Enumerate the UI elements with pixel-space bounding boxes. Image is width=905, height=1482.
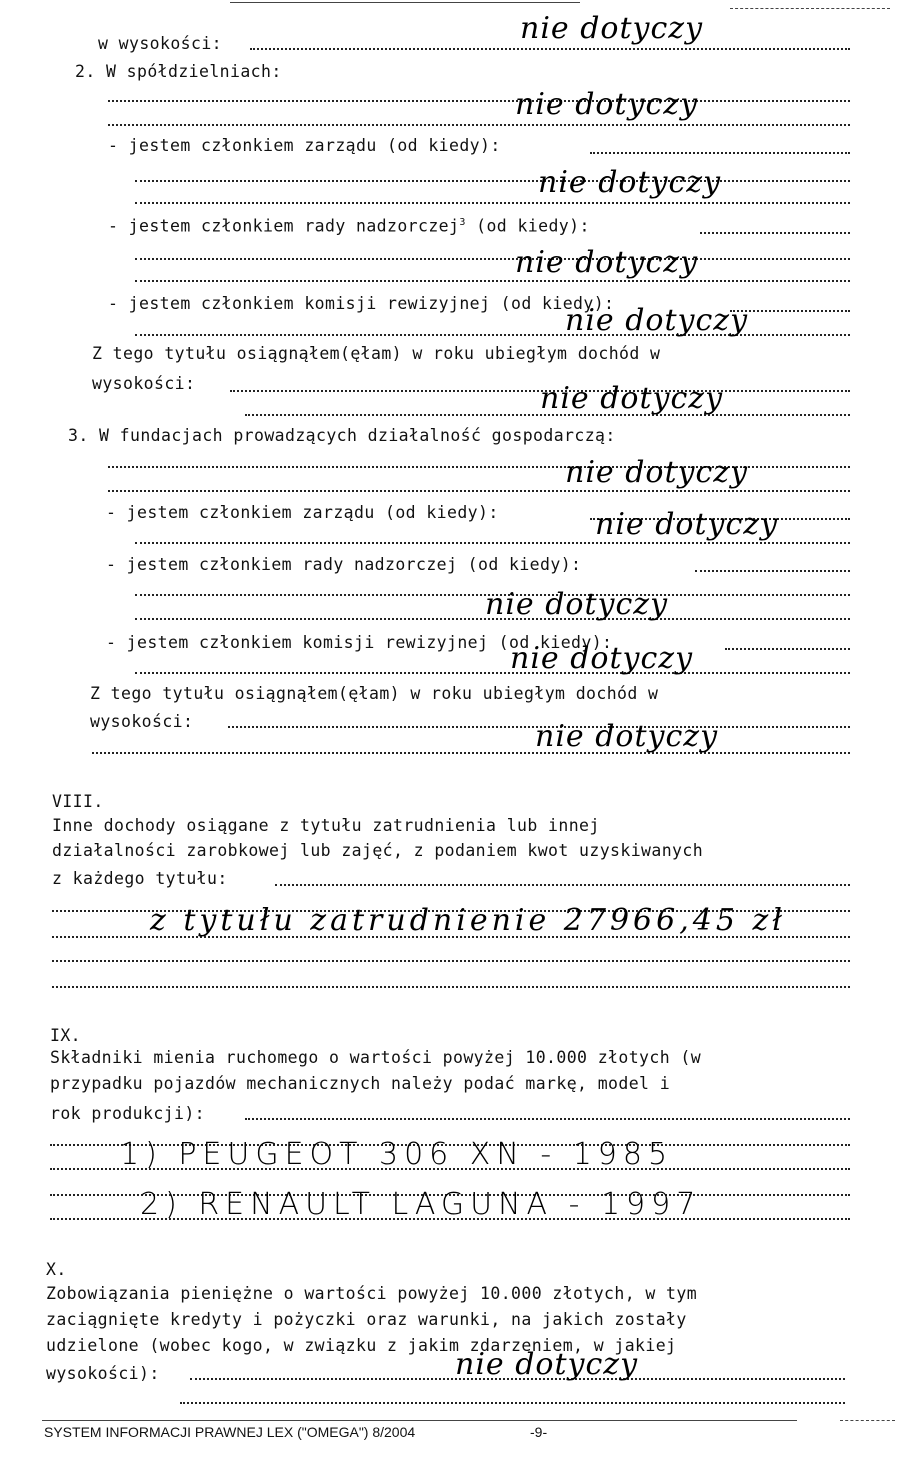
label-text: - jestem członkiem rady nadzorczej [108, 216, 460, 236]
handwritten-nie-dotyczy: nie dotyczy [595, 507, 779, 542]
label-wysokosci-2: wysokości: [90, 712, 194, 731]
section-x-number: X. [46, 1260, 67, 1279]
section-x-line-1: Zobowiązania pieniężne o wartości powyżej 10.000 złotych, w tym [46, 1284, 698, 1303]
dotted-line [108, 124, 850, 126]
label-wysokosci-1: wysokości: [92, 374, 196, 393]
handwritten-nie-dotyczy: nie dotyczy [485, 587, 669, 622]
handwritten-income: z tytułu zatrudnienie 27966,45 zł [150, 903, 787, 938]
dotted-line [135, 258, 850, 260]
section-x-line-4: wysokości): [46, 1364, 160, 1383]
section-ix-line-2: przypadku pojazdów mechanicznych należy podać markę, model i [50, 1074, 671, 1093]
label-komisja-rewizyjna-2: - jestem członkiem komisji rewizyjnej (od kiedy): [106, 633, 613, 652]
handwritten-vehicle-1: 1) PEUGEOT 306 XN - 1985 [120, 1137, 674, 1172]
handwritten-nie-dotyczy: nie dotyczy [515, 245, 699, 280]
label-komisja-rewizyjna-1: - jestem członkiem komisji rewizyjnej (od kiedy): [108, 294, 615, 313]
dotted-line [275, 884, 850, 886]
handwritten-nie-dotyczy: nie dotyczy [540, 381, 724, 416]
dotted-line [108, 490, 850, 492]
handwritten-nie-dotyczy: nie dotyczy [565, 303, 749, 338]
label-z-tego-tytulu-1: Z tego tytułu osiągnąłem(ęłam) w roku ubiegłym dochód w [92, 344, 661, 363]
section-viii-number: VIII. [52, 792, 104, 811]
section-viii-line-1: Inne dochody osiągane z tytułu zatrudnienia lub innej [52, 816, 600, 835]
label-fundacje: 3. W fundacjach prowadzących działalność gospodarczą: [68, 426, 616, 445]
dotted-line [135, 542, 850, 544]
dotted-line [108, 100, 850, 102]
footer-rule [42, 1420, 797, 1421]
section-viii-line-2: działalności zarobkowej lub zajęć, z podaniem kwot uzyskiwanych [52, 841, 704, 860]
label-text: (od kiedy): [476, 216, 590, 236]
dotted-line [135, 180, 850, 182]
section-x-line-3: udzielone (wobec kogo, w związku z jakim zdarzeniem, w jakiej [46, 1336, 677, 1355]
top-rule-right [730, 8, 890, 9]
top-rule-left [230, 2, 580, 3]
label-czlonek-zarzadu-1: - jestem członkiem zarządu (od kiedy): [108, 136, 501, 155]
handwritten-nie-dotyczy: nie dotyczy [538, 165, 722, 200]
label-z-tego-tytulu-2: Z tego tytułu osiągnąłem(ęłam) w roku ubiegłym dochód w [90, 684, 659, 703]
dotted-line [245, 1118, 850, 1120]
dotted-line [135, 672, 850, 674]
section-ix-line-3: rok produkcji): [50, 1104, 206, 1123]
handwritten-nie-dotyczy: nie dotyczy [535, 719, 719, 754]
section-x-line-2: zaciągnięte kredyty i pożyczki oraz warunki, na jakich zostały [46, 1310, 687, 1329]
dotted-line [725, 648, 850, 650]
footer-page-number: -9- [530, 1424, 548, 1440]
dotted-line [135, 280, 850, 282]
dotted-line [52, 986, 850, 988]
section-ix-number: IX. [50, 1026, 82, 1045]
dotted-line [590, 152, 850, 154]
dotted-line [250, 48, 850, 50]
dotted-line [135, 202, 850, 204]
handwritten-nie-dotyczy: nie dotyczy [455, 1347, 639, 1382]
dotted-line [695, 570, 850, 572]
label-czlonek-zarzadu-2: - jestem członkiem zarządu (od kiedy): [106, 503, 499, 522]
handwritten-vehicle-2: 2) RENAULT LAGUNA - 1997 [140, 1187, 702, 1222]
label-rada-nadzorcza-2: - jestem członkiem rady nadzorczej (od kiedy): [106, 555, 582, 574]
label-rada-nadzorcza-1 [108, 218, 590, 235]
label-w-wysokosci-1: w wysokości: [98, 34, 223, 53]
handwritten-nie-dotyczy: nie dotyczy [515, 87, 699, 122]
footnote-marker: 3 [459, 217, 466, 228]
footer-source: SYSTEM INFORMACJI PRAWNEJ LEX ("OMEGA") 8/2004 [44, 1424, 416, 1440]
section-ix-line-1: Składniki mienia ruchomego o wartości powyżej 10.000 złotych (w [50, 1048, 702, 1067]
section-viii-line-3: z każdego tytułu: [52, 869, 228, 888]
footer-rule-right [840, 1420, 895, 1421]
dotted-line [180, 1402, 845, 1404]
dotted-line [52, 960, 850, 962]
handwritten-nie-dotyczy: nie dotyczy [510, 641, 694, 676]
label-spoldzielnie: 2. W spółdzielniach: [75, 62, 282, 81]
dotted-line [700, 232, 850, 234]
handwritten-nie-dotyczy: nie dotyczy [520, 11, 704, 46]
dotted-line [92, 752, 850, 754]
handwritten-nie-dotyczy: nie dotyczy [565, 455, 749, 490]
